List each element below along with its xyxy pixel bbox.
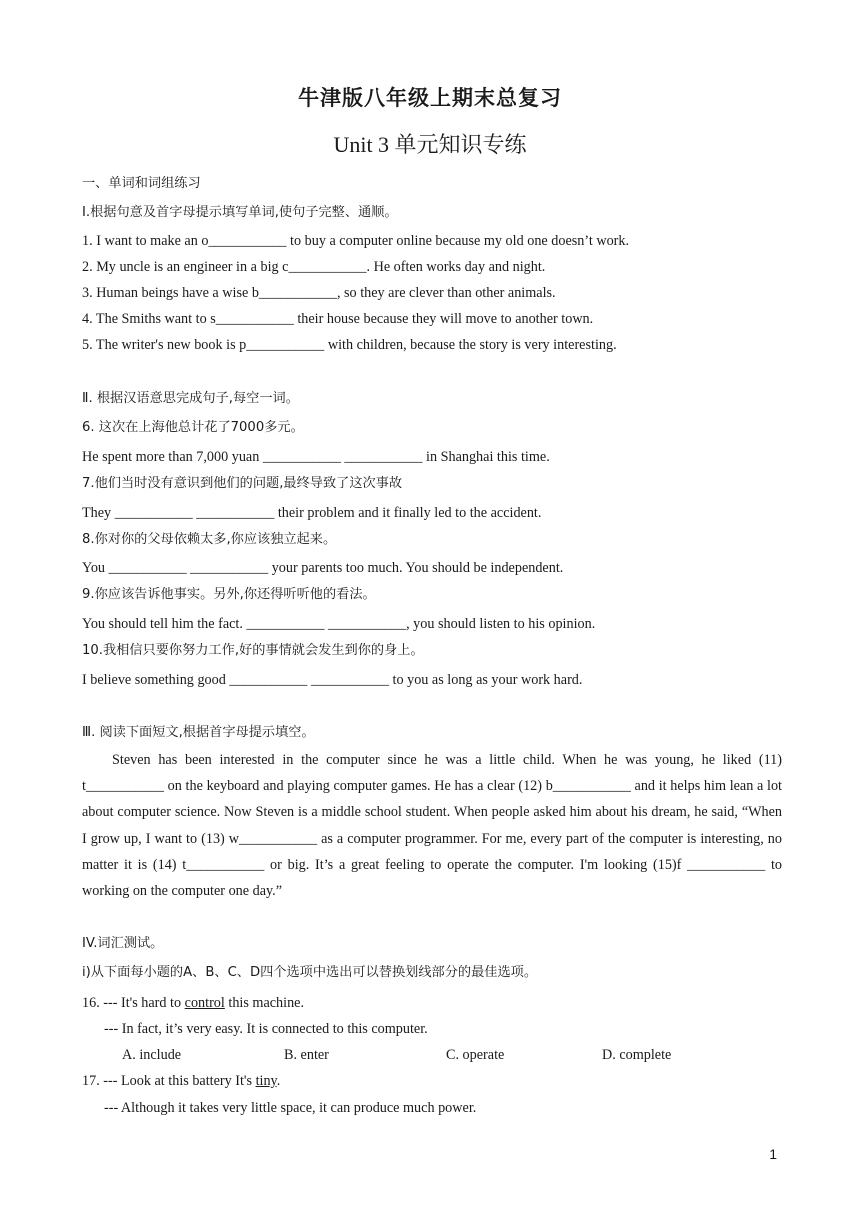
question-2: 2. My uncle is an engineer in a big c___________. He often works day and night. bbox=[82, 259, 546, 275]
page-number: 1 bbox=[769, 1146, 777, 1162]
page-title: 牛津版八年级上期末总复习 bbox=[298, 86, 562, 110]
question-4: 4. The Smiths want to s___________ their house because they will move to another town. bbox=[82, 311, 594, 327]
question-8-english: You ___________ ___________ your parents too much. You should be independent. bbox=[82, 560, 564, 576]
option-c: C. operate bbox=[446, 1047, 505, 1063]
underlined-word: control bbox=[184, 995, 225, 1011]
question-9-chinese: 9.你应该告诉他事实。另外,你还得听听他的看法。 bbox=[82, 587, 376, 602]
option-a: A. include bbox=[122, 1047, 182, 1063]
section-heading: 一、单词和词组练习 bbox=[82, 176, 201, 191]
question-17-reply: --- Although it takes very little space, it can produce much power. bbox=[104, 1100, 477, 1116]
question-8-chinese: 8.你对你的父母依赖太多,你应该独立起来。 bbox=[82, 532, 337, 547]
question-5: 5. The writer's new book is p___________ with children, because the story is very interesting. bbox=[82, 337, 617, 353]
question-10-chinese: 10.我相信只要你努力工作,好的事情就会发生到你的身上。 bbox=[82, 643, 424, 658]
question-10-english: I believe something good ___________ ___________ to you as long as your work hard. bbox=[82, 672, 583, 688]
question-1: 1. I want to make an o___________ to buy a computer online because my old one doesn’t work. bbox=[82, 233, 630, 249]
question-6-english: He spent more than 7,000 yuan ___________ ___________ in Shanghai this time. bbox=[82, 449, 550, 465]
reading-passage: Steven has been interested in the computer since he was a little child. When he was young, he liked (11) t___________ on the keyboard and playing computer games. He has a clear (12) b___________ and it helps him lean a lot about computer science. Now Steven is a middle school student. When people asked him about his dream, he said, “When I grow up, I want to (13) w___________ as a computer programmer. For me, every part of the computer is interesting, no matter it is (14) t___________ or big. It’s a great feeling to operate the computer. I'm looking (15)f ___________ to working on the computer one day.” bbox=[82, 752, 782, 900]
part1-heading: I.根据句意及首字母提示填写单词,使句子完整、通顺。 bbox=[82, 205, 398, 220]
part4-instruction: i)从下面每小题的A、B、C、D四个选项中选出可以替换划线部分的最佳选项。 bbox=[82, 965, 538, 980]
page-subtitle: Unit 3 单元知识专练 bbox=[333, 132, 527, 157]
underlined-word: tiny bbox=[255, 1073, 277, 1089]
question-17: 17. --- Look at this battery It's tiny. bbox=[82, 1073, 281, 1089]
option-b: B. enter bbox=[284, 1047, 329, 1063]
part3-heading: Ⅲ. 阅读下面短文,根据首字母提示填空。 bbox=[82, 725, 315, 740]
question-7-english: They ___________ ___________ their problem and it finally led to the accident. bbox=[82, 505, 542, 521]
question-16-reply: --- In fact, it’s very easy. It is connected to this computer. bbox=[104, 1021, 428, 1037]
question-3: 3. Human beings have a wise b___________, so they are clever than other animals. bbox=[82, 285, 556, 301]
question-9-english: You should tell him the fact. ___________ ___________, you should listen to his opinion. bbox=[82, 616, 596, 632]
part2-heading: Ⅱ. 根据汉语意思完成句子,每空一词。 bbox=[82, 391, 299, 406]
question-6-chinese: 6. 这次在上海他总计花了7000多元。 bbox=[82, 420, 304, 435]
option-d: D. complete bbox=[602, 1047, 672, 1063]
part4-heading: IV.词汇测试。 bbox=[82, 936, 164, 951]
question-16: 16. --- It's hard to control this machine. bbox=[82, 995, 305, 1011]
question-7-chinese: 7.他们当时没有意识到他们的问题,最终导致了这次事故 bbox=[82, 476, 403, 491]
